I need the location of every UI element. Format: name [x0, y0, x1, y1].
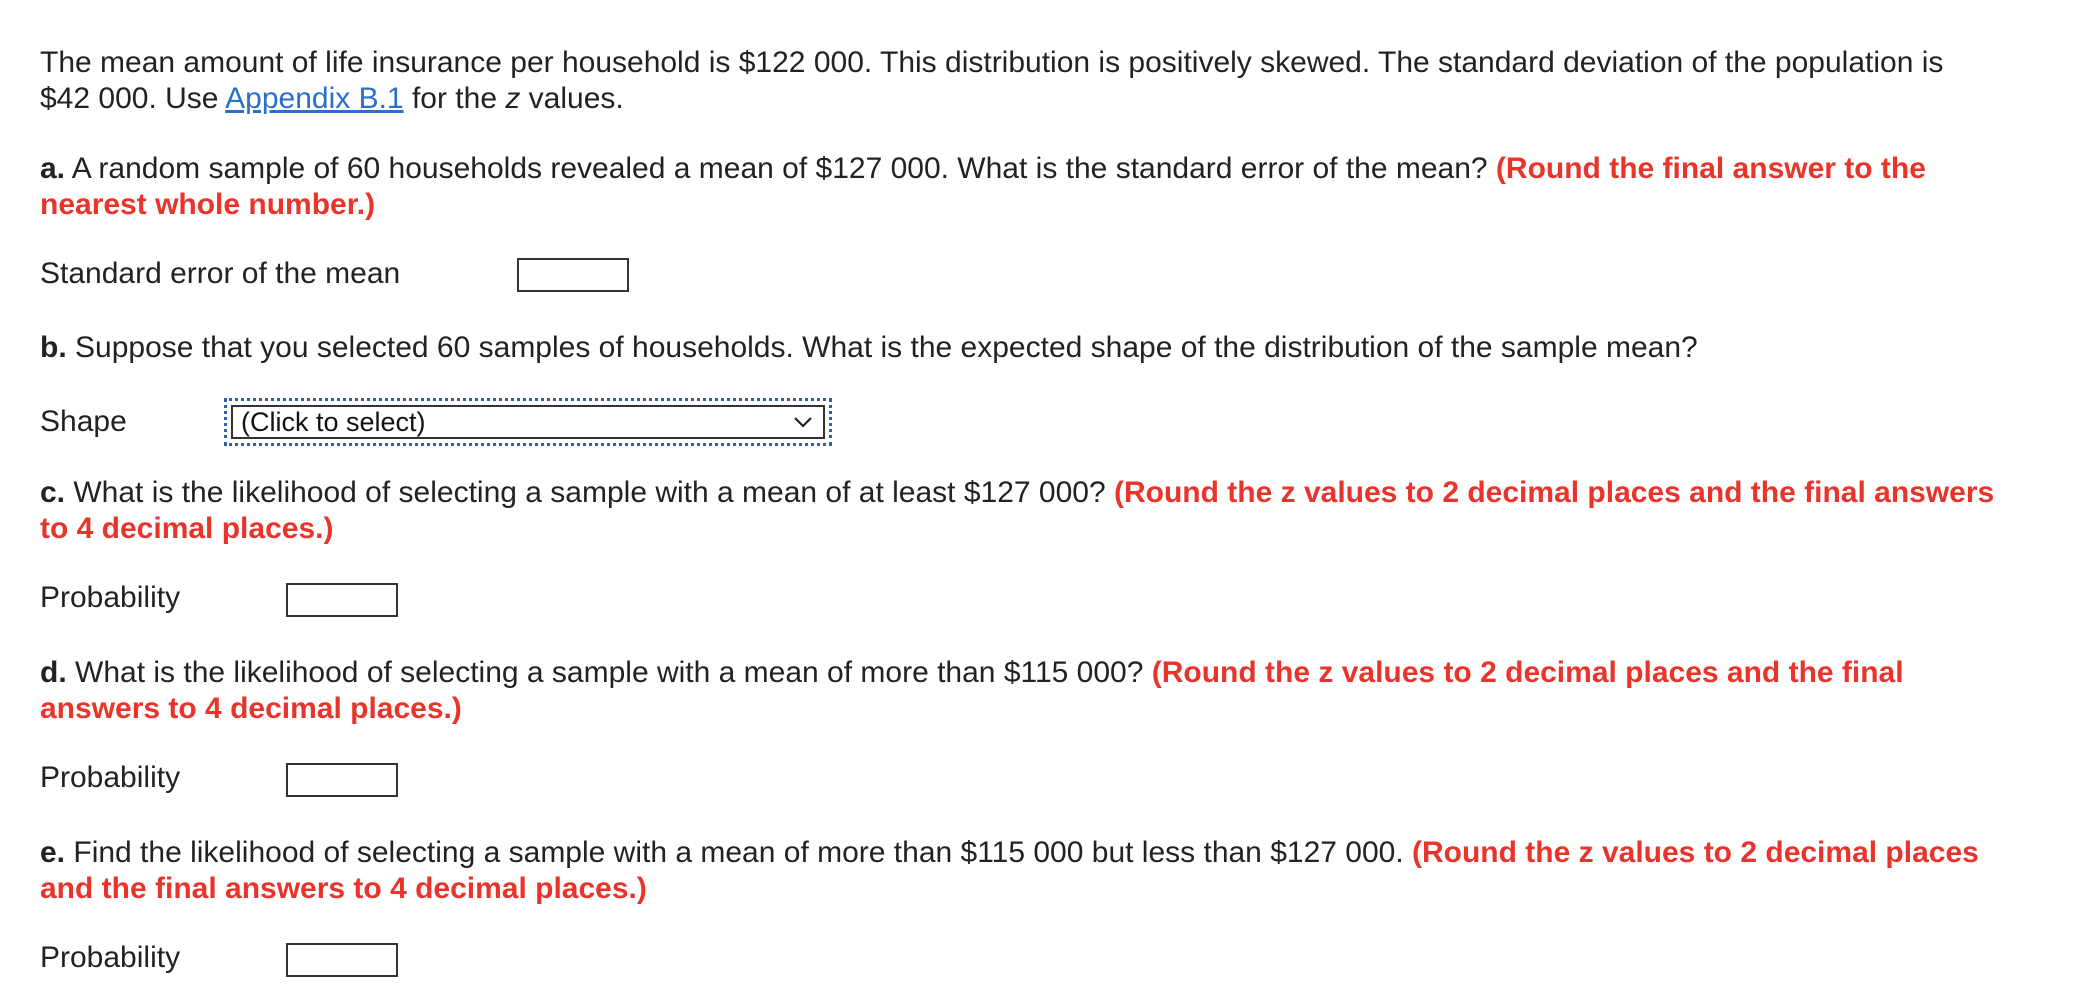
probability-c-label: Probability [40, 581, 181, 614]
part-b-letter: b. [40, 331, 67, 364]
chevron-down-icon [791, 410, 815, 434]
standard-error-input[interactable] [517, 258, 629, 292]
appendix-link[interactable]: Appendix B.1 [225, 82, 404, 115]
part-c-question [40, 475, 2000, 547]
part-a-question [40, 151, 2000, 223]
part-b-text: Suppose that you selected 60 samples of households. What is the expected shape of the distribution of the sample mean? [66, 331, 1698, 364]
part-e-letter: e. [40, 836, 66, 869]
part-c-hint: (Round the z values to 2 decimal places and the final answers to 4 decimal places.) [40, 476, 1995, 545]
part-a-hint: (Round the final answer to the nearest whole number.) [40, 152, 1926, 221]
part-c-letter: c. [40, 476, 66, 509]
part-d-text: What is the likelihood of selecting a sample with a mean of more than $115 000? [66, 656, 1152, 689]
part-e-text: Find the likelihood of selecting a sample with a mean of more than $115 000 but less than $127 000. [65, 836, 1412, 869]
part-d-question [40, 655, 2000, 727]
problem-intro [40, 45, 2000, 117]
probability-e-input[interactable] [286, 943, 398, 977]
part-d-letter: d. [40, 656, 67, 689]
part-a-text: A random sample of 60 households revealed a mean of $127 000. What is the standard error of the mean? [65, 152, 1496, 185]
shape-label: Shape [40, 405, 127, 438]
part-b-question [40, 330, 2000, 366]
shape-select[interactable] [231, 405, 825, 439]
probability-e-label: Probability [40, 941, 181, 974]
probability-c-input[interactable] [286, 583, 398, 617]
part-e-question [40, 835, 2000, 907]
probability-d-input[interactable] [286, 763, 398, 797]
z-variable: z [505, 82, 521, 115]
intro-text-1: The mean amount of life insurance per household is $122 000. This distribution is positively skewed. The standard deviation of the population is $42 000. Use [40, 46, 1944, 115]
part-e-hint: (Round the z values to 2 decimal places and the final answers to 4 decimal places.) [40, 836, 1979, 905]
part-a-letter: a. [40, 152, 66, 185]
shape-select-focus [224, 398, 832, 446]
standard-error-label: Standard error of the mean [40, 257, 401, 290]
shape-select-value: (Click to select) [241, 407, 426, 437]
intro-text-3: values. [520, 82, 624, 115]
part-d-hint: (Round the z values to 2 decimal places and the final answers to 4 decimal places.) [40, 656, 1904, 725]
intro-text-2: for the [403, 82, 506, 115]
probability-d-label: Probability [40, 761, 181, 794]
part-c-text: What is the likelihood of selecting a sample with a mean of at least $127 000? [65, 476, 1114, 509]
